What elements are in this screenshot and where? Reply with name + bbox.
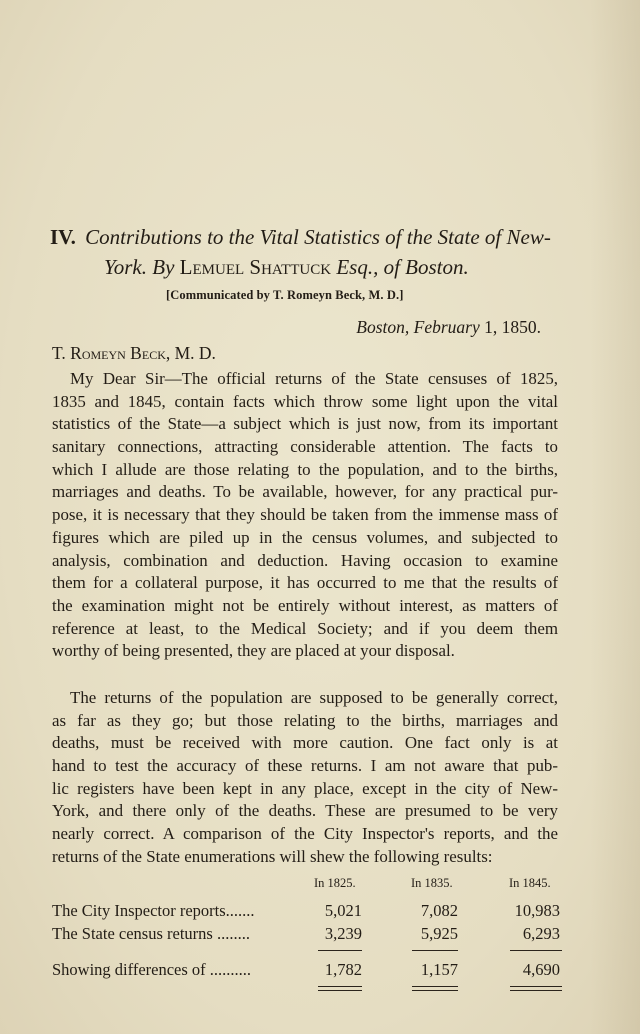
sum-rule [318,950,362,951]
cell-value: 5,021 [324,901,362,920]
cell-value: 10,983 [514,901,560,920]
dateline-place: Boston, February [356,317,480,337]
column-header-1825: In 1825. [314,876,356,890]
text-line: analysis, combination and deduction. Having occasion to examine [52,550,558,570]
text-line: lic registers have been kept in any place, except in the city of New- [52,778,558,798]
sum-rule [412,950,458,951]
text-line: which I allude are those relating to the population, and to the births, [52,459,558,479]
text-line: nearly correct. A comparison of the City Inspector's reports, and the [52,824,558,844]
total-double-rule [412,986,458,991]
text-line: reference at least, to the Medical Society; and if you deem them [52,618,558,638]
text-line: pose, it is necessary that they should be taken from the immense mass of [52,505,558,525]
title-line-1: Contributions to the Vital Statistics of the State of New- [85,225,551,249]
text-line: statistics of the State—a subject which is just now, from its important [52,414,558,434]
table-row [52,924,250,944]
total-value: 1,157 [420,960,458,979]
total-double-rule [510,986,562,991]
text-line: them for a collateral purpose, it has occurred to me that the results of [52,573,558,593]
sum-rule [510,950,562,951]
cell-value: 7,082 [420,901,458,920]
cell-value: 3,239 [324,924,362,943]
total-label: Showing differences of .......... [52,960,252,979]
title-line-2 [50,252,570,282]
total-value: 4,690 [522,960,560,979]
column-header-1845: In 1845. [509,876,551,890]
table-total-row [52,960,251,980]
cell-value: 6,293 [522,924,560,943]
salutation: T. Romeyn Beck, M. D. [52,343,216,363]
column-header-1835: In 1835. [411,876,453,890]
text-line: returns of the State enumerations will shew the following results: [52,846,493,866]
row-label: The City Inspector reports....... [52,901,255,920]
text-line: York, and there only of the deaths. These are presumed to be very [52,801,558,821]
dateline-date: 1, 1850. [479,317,541,337]
text-line: My Dear Sir—The official returns of the State censuses of 1825, [70,369,558,388]
text-line: deaths, must be received with more caution. One fact only is at [52,733,558,753]
total-double-rule [318,986,362,991]
cell-value: 5,925 [420,924,458,943]
title-suffix: Esq., of Boston. [331,255,469,279]
section-numeral: IV. [50,225,76,249]
text-line: as far as they go; but those relating to the births, marriages and [52,710,558,730]
total-value: 1,782 [324,960,362,979]
text-line: 1835 and 1845, contain facts which throw some light upon the vital [52,391,558,411]
text-line: hand to test the accuracy of these returns. I am not aware that pub- [52,756,558,776]
text-line: The returns of the population are supposed to be generally correct, [70,688,558,707]
table-row [52,901,255,921]
row-label: The State census returns ........ [52,924,250,943]
paragraph-2 [52,687,558,869]
text-line: marriages and deaths. To be available, however, for any practical pur- [52,482,558,502]
text-line: sanitary connections, attracting considerable attention. The facts to [52,437,558,457]
paragraph-1 [52,368,558,663]
title-by: York. By [104,255,180,279]
text-line: figures which are piled up in the census volumes, and subjected to [52,527,558,547]
text-line: the examination might not be entirely without interest, as matters of [52,595,558,615]
page-edge-shadow [590,0,640,1034]
text-line: worthy of being presented, they are placed at your disposal. [52,641,455,661]
author-name: Lemuel Shattuck [179,255,332,279]
dateline [0,317,541,338]
communicated-note: [Communicated by T. Romeyn Beck, M. D.] [166,288,404,302]
article-title [50,222,570,282]
